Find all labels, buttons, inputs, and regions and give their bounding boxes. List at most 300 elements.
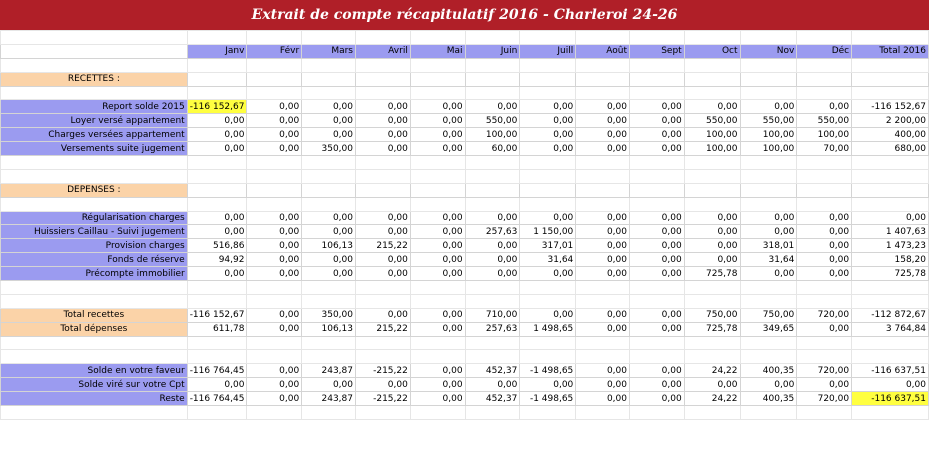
empty-cell[interactable] <box>852 197 929 211</box>
empty-cell[interactable] <box>740 72 797 86</box>
empty-cell[interactable] <box>852 336 929 350</box>
value-cell[interactable]: 0,00 <box>302 114 356 128</box>
empty-cell[interactable] <box>187 156 247 170</box>
value-cell[interactable]: 0,00 <box>410 322 465 336</box>
empty-cell[interactable] <box>247 156 302 170</box>
value-cell[interactable]: 550,00 <box>684 114 740 128</box>
value-cell[interactable]: 0,00 <box>302 267 356 281</box>
value-cell[interactable]: 0,00 <box>356 378 411 392</box>
empty-cell[interactable] <box>356 169 411 183</box>
value-cell[interactable]: 100,00 <box>684 128 740 142</box>
empty-cell[interactable] <box>302 58 356 72</box>
row-label[interactable]: Reste <box>1 392 188 406</box>
value-cell[interactable]: 0,00 <box>852 378 929 392</box>
value-cell[interactable]: 0,00 <box>247 211 302 225</box>
value-cell[interactable]: 0,00 <box>356 100 411 114</box>
empty-cell[interactable] <box>410 406 465 420</box>
empty-cell[interactable] <box>797 294 852 308</box>
empty-cell[interactable] <box>852 350 929 364</box>
value-cell[interactable]: 725,78 <box>684 322 740 336</box>
value-cell[interactable]: 0,00 <box>576 100 630 114</box>
empty-cell[interactable] <box>465 183 520 197</box>
empty-cell[interactable] <box>1 294 188 308</box>
empty-cell[interactable] <box>740 406 797 420</box>
empty-cell[interactable] <box>187 406 247 420</box>
month-header[interactable]: Avril <box>356 44 411 58</box>
value-cell[interactable]: 0,00 <box>630 142 685 156</box>
value-cell[interactable]: 1 473,23 <box>852 239 929 253</box>
empty-cell[interactable] <box>187 281 247 295</box>
empty-cell[interactable] <box>740 183 797 197</box>
empty-cell[interactable] <box>797 336 852 350</box>
value-cell[interactable]: 0,00 <box>302 225 356 239</box>
empty-cell[interactable] <box>187 183 247 197</box>
empty-cell[interactable] <box>465 31 520 45</box>
value-cell[interactable]: 350,00 <box>302 308 356 322</box>
value-cell[interactable]: 0,00 <box>247 100 302 114</box>
value-cell[interactable]: 0,00 <box>356 225 411 239</box>
value-cell[interactable]: 318,01 <box>740 239 797 253</box>
value-cell[interactable]: -1 498,65 <box>520 392 576 406</box>
empty-cell[interactable] <box>465 72 520 86</box>
empty-cell[interactable] <box>630 281 685 295</box>
empty-cell[interactable] <box>1 58 188 72</box>
empty-cell[interactable] <box>187 72 247 86</box>
value-cell[interactable]: 0,00 <box>630 128 685 142</box>
value-cell[interactable]: 0,00 <box>247 322 302 336</box>
empty-cell[interactable] <box>247 336 302 350</box>
empty-cell[interactable] <box>684 169 740 183</box>
empty-cell[interactable] <box>576 183 630 197</box>
empty-cell[interactable] <box>520 350 576 364</box>
empty-cell[interactable] <box>465 156 520 170</box>
empty-cell[interactable] <box>740 350 797 364</box>
value-cell[interactable]: 257,63 <box>465 322 520 336</box>
empty-cell[interactable] <box>465 336 520 350</box>
value-cell[interactable]: 0,00 <box>410 392 465 406</box>
empty-cell[interactable] <box>740 31 797 45</box>
empty-cell[interactable] <box>302 197 356 211</box>
value-cell[interactable]: 0,00 <box>684 378 740 392</box>
empty-cell[interactable] <box>356 406 411 420</box>
empty-cell[interactable] <box>740 294 797 308</box>
value-cell[interactable]: 0,00 <box>740 378 797 392</box>
empty-cell[interactable] <box>576 58 630 72</box>
empty-cell[interactable] <box>520 72 576 86</box>
empty-cell[interactable] <box>852 31 929 45</box>
value-cell[interactable]: 0,00 <box>630 114 685 128</box>
row-label[interactable]: Régularisation charges <box>1 211 188 225</box>
empty-cell[interactable] <box>410 58 465 72</box>
empty-cell[interactable] <box>247 31 302 45</box>
empty-cell[interactable] <box>410 350 465 364</box>
depenses-section-label[interactable]: DEPENSES : <box>1 183 188 197</box>
value-cell[interactable]: 720,00 <box>797 364 852 378</box>
empty-cell[interactable] <box>852 156 929 170</box>
value-cell[interactable]: 0,00 <box>684 253 740 267</box>
value-cell[interactable]: 100,00 <box>740 142 797 156</box>
value-cell[interactable]: 0,00 <box>520 211 576 225</box>
empty-cell[interactable] <box>302 406 356 420</box>
empty-cell[interactable] <box>630 31 685 45</box>
value-cell[interactable]: 0,00 <box>576 392 630 406</box>
value-cell[interactable]: 0,00 <box>187 142 247 156</box>
value-cell[interactable]: 750,00 <box>684 308 740 322</box>
empty-cell[interactable] <box>797 406 852 420</box>
value-cell[interactable]: 0,00 <box>410 100 465 114</box>
month-header[interactable]: Total 2016 <box>852 44 929 58</box>
empty-cell[interactable] <box>410 86 465 100</box>
value-cell[interactable]: 94,92 <box>187 253 247 267</box>
empty-cell[interactable] <box>356 281 411 295</box>
value-cell[interactable]: 2 200,00 <box>852 114 929 128</box>
empty-cell[interactable] <box>187 31 247 45</box>
value-cell[interactable]: 611,78 <box>187 322 247 336</box>
value-cell[interactable]: 24,22 <box>684 392 740 406</box>
empty-cell[interactable] <box>302 86 356 100</box>
value-cell[interactable]: 31,64 <box>740 253 797 267</box>
empty-cell[interactable] <box>630 336 685 350</box>
empty-cell[interactable] <box>520 294 576 308</box>
empty-cell[interactable] <box>302 31 356 45</box>
empty-cell[interactable] <box>684 406 740 420</box>
value-cell[interactable]: 0,00 <box>356 211 411 225</box>
value-cell[interactable]: 750,00 <box>740 308 797 322</box>
empty-cell[interactable] <box>630 86 685 100</box>
value-cell[interactable]: 0,00 <box>356 253 411 267</box>
value-cell[interactable]: 0,00 <box>576 253 630 267</box>
empty-cell[interactable] <box>465 58 520 72</box>
value-cell[interactable]: 0,00 <box>520 114 576 128</box>
value-cell[interactable]: 0,00 <box>356 114 411 128</box>
row-label[interactable]: Solde en votre faveur <box>1 364 188 378</box>
empty-cell[interactable] <box>797 58 852 72</box>
recettes-section-label[interactable]: RECETTES : <box>1 72 188 86</box>
value-cell[interactable]: 0,00 <box>302 128 356 142</box>
value-cell[interactable]: 0,00 <box>187 267 247 281</box>
empty-cell[interactable] <box>684 350 740 364</box>
empty-cell[interactable] <box>576 294 630 308</box>
row-label[interactable]: Fonds de réserve <box>1 253 188 267</box>
row-label[interactable]: Provision charges <box>1 239 188 253</box>
value-cell[interactable]: 0,00 <box>247 128 302 142</box>
empty-cell[interactable] <box>1 31 188 45</box>
value-cell[interactable]: 0,00 <box>410 378 465 392</box>
value-cell[interactable]: 0,00 <box>356 267 411 281</box>
empty-cell[interactable] <box>356 72 411 86</box>
month-header[interactable]: Oct <box>684 44 740 58</box>
value-cell[interactable]: 1 407,63 <box>852 225 929 239</box>
value-cell[interactable]: -116 152,67 <box>852 100 929 114</box>
empty-cell[interactable] <box>852 406 929 420</box>
value-cell[interactable]: -116 764,45 <box>187 364 247 378</box>
value-cell[interactable]: 400,35 <box>740 392 797 406</box>
value-cell[interactable]: 0,00 <box>247 267 302 281</box>
empty-cell[interactable] <box>852 86 929 100</box>
value-cell[interactable]: 0,00 <box>630 392 685 406</box>
empty-cell[interactable] <box>302 156 356 170</box>
value-cell[interactable]: 0,00 <box>520 308 576 322</box>
value-cell[interactable]: 0,00 <box>410 142 465 156</box>
empty-cell[interactable] <box>465 281 520 295</box>
empty-cell[interactable] <box>247 183 302 197</box>
empty-cell[interactable] <box>797 169 852 183</box>
value-cell[interactable]: 31,64 <box>520 253 576 267</box>
value-cell[interactable]: 350,00 <box>302 142 356 156</box>
empty-cell[interactable] <box>187 197 247 211</box>
value-cell[interactable]: 0,00 <box>576 211 630 225</box>
empty-cell[interactable] <box>576 197 630 211</box>
empty-cell[interactable] <box>1 197 188 211</box>
value-cell[interactable]: 0,00 <box>630 364 685 378</box>
value-cell[interactable]: -1 498,65 <box>520 364 576 378</box>
empty-cell[interactable] <box>520 406 576 420</box>
value-cell[interactable]: 400,35 <box>740 364 797 378</box>
value-cell[interactable]: 60,00 <box>465 142 520 156</box>
value-cell[interactable]: -116 152,67 <box>187 100 247 114</box>
month-header[interactable]: Mars <box>302 44 356 58</box>
value-cell[interactable]: 0,00 <box>410 364 465 378</box>
corner-cell[interactable] <box>1 44 188 58</box>
empty-cell[interactable] <box>797 31 852 45</box>
value-cell[interactable]: 0,00 <box>520 378 576 392</box>
empty-cell[interactable] <box>1 336 188 350</box>
empty-cell[interactable] <box>630 156 685 170</box>
empty-cell[interactable] <box>576 31 630 45</box>
empty-cell[interactable] <box>520 281 576 295</box>
empty-cell[interactable] <box>740 58 797 72</box>
empty-cell[interactable] <box>302 281 356 295</box>
value-cell[interactable]: 0,00 <box>247 308 302 322</box>
value-cell[interactable]: 0,00 <box>630 253 685 267</box>
empty-cell[interactable] <box>356 183 411 197</box>
value-cell[interactable]: 0,00 <box>797 211 852 225</box>
value-cell[interactable]: 0,00 <box>797 239 852 253</box>
value-cell[interactable]: 0,00 <box>740 225 797 239</box>
value-cell[interactable]: -215,22 <box>356 392 411 406</box>
empty-cell[interactable] <box>302 169 356 183</box>
empty-cell[interactable] <box>520 169 576 183</box>
value-cell[interactable]: 100,00 <box>684 142 740 156</box>
value-cell[interactable]: 0,00 <box>797 225 852 239</box>
empty-cell[interactable] <box>1 156 188 170</box>
value-cell[interactable]: 0,00 <box>410 308 465 322</box>
value-cell[interactable]: -116 152,67 <box>187 308 247 322</box>
empty-cell[interactable] <box>684 156 740 170</box>
value-cell[interactable]: 0,00 <box>410 128 465 142</box>
empty-cell[interactable] <box>1 169 188 183</box>
empty-cell[interactable] <box>187 86 247 100</box>
value-cell[interactable]: 0,00 <box>852 211 929 225</box>
empty-cell[interactable] <box>302 294 356 308</box>
empty-cell[interactable] <box>356 294 411 308</box>
empty-cell[interactable] <box>356 86 411 100</box>
value-cell[interactable]: 3 764,84 <box>852 322 929 336</box>
row-label[interactable]: Report solde 2015 <box>1 100 188 114</box>
value-cell[interactable]: 243,87 <box>302 392 356 406</box>
value-cell[interactable]: 0,00 <box>740 267 797 281</box>
empty-cell[interactable] <box>520 336 576 350</box>
empty-cell[interactable] <box>465 86 520 100</box>
value-cell[interactable]: 550,00 <box>465 114 520 128</box>
empty-cell[interactable] <box>630 58 685 72</box>
value-cell[interactable]: 1 498,65 <box>520 322 576 336</box>
empty-cell[interactable] <box>740 156 797 170</box>
value-cell[interactable]: 720,00 <box>797 308 852 322</box>
value-cell[interactable]: 0,00 <box>520 267 576 281</box>
value-cell[interactable]: 0,00 <box>247 378 302 392</box>
empty-cell[interactable] <box>520 86 576 100</box>
empty-cell[interactable] <box>852 58 929 72</box>
empty-cell[interactable] <box>302 183 356 197</box>
empty-cell[interactable] <box>356 58 411 72</box>
value-cell[interactable]: 0,00 <box>187 225 247 239</box>
value-cell[interactable]: 720,00 <box>797 392 852 406</box>
value-cell[interactable]: 0,00 <box>247 253 302 267</box>
empty-cell[interactable] <box>576 156 630 170</box>
empty-cell[interactable] <box>247 406 302 420</box>
empty-cell[interactable] <box>520 183 576 197</box>
empty-cell[interactable] <box>247 58 302 72</box>
empty-cell[interactable] <box>576 406 630 420</box>
value-cell[interactable]: 0,00 <box>247 114 302 128</box>
empty-cell[interactable] <box>247 281 302 295</box>
value-cell[interactable]: 0,00 <box>797 322 852 336</box>
empty-cell[interactable] <box>247 86 302 100</box>
value-cell[interactable]: 1 150,00 <box>520 225 576 239</box>
empty-cell[interactable] <box>740 281 797 295</box>
value-cell[interactable]: 0,00 <box>410 267 465 281</box>
value-cell[interactable]: 106,13 <box>302 322 356 336</box>
value-cell[interactable]: 680,00 <box>852 142 929 156</box>
row-label[interactable]: Loyer versé appartement <box>1 114 188 128</box>
value-cell[interactable]: -116 637,51 <box>852 364 929 378</box>
value-cell[interactable]: 0,00 <box>630 267 685 281</box>
value-cell[interactable]: 0,00 <box>576 378 630 392</box>
empty-cell[interactable] <box>630 169 685 183</box>
empty-cell[interactable] <box>630 406 685 420</box>
value-cell[interactable]: 349,65 <box>740 322 797 336</box>
empty-cell[interactable] <box>684 72 740 86</box>
empty-cell[interactable] <box>630 72 685 86</box>
empty-cell[interactable] <box>465 406 520 420</box>
value-cell[interactable]: 0,00 <box>247 239 302 253</box>
value-cell[interactable]: 0,00 <box>247 142 302 156</box>
value-cell[interactable]: 0,00 <box>356 308 411 322</box>
empty-cell[interactable] <box>465 169 520 183</box>
empty-cell[interactable] <box>684 197 740 211</box>
value-cell[interactable]: 0,00 <box>740 211 797 225</box>
empty-cell[interactable] <box>187 58 247 72</box>
empty-cell[interactable] <box>410 156 465 170</box>
empty-cell[interactable] <box>740 336 797 350</box>
value-cell[interactable]: 24,22 <box>684 364 740 378</box>
value-cell[interactable]: 0,00 <box>247 225 302 239</box>
empty-cell[interactable] <box>576 72 630 86</box>
empty-cell[interactable] <box>356 31 411 45</box>
month-header[interactable]: Août <box>576 44 630 58</box>
empty-cell[interactable] <box>302 72 356 86</box>
value-cell[interactable]: 0,00 <box>576 308 630 322</box>
row-label[interactable]: Précompte immobilier <box>1 267 188 281</box>
value-cell[interactable]: 550,00 <box>797 114 852 128</box>
value-cell[interactable]: 0,00 <box>465 100 520 114</box>
empty-cell[interactable] <box>187 294 247 308</box>
empty-cell[interactable] <box>630 294 685 308</box>
month-header[interactable]: Janv <box>187 44 247 58</box>
value-cell[interactable]: 70,00 <box>797 142 852 156</box>
value-cell[interactable]: 452,37 <box>465 392 520 406</box>
empty-cell[interactable] <box>576 336 630 350</box>
value-cell[interactable]: 0,00 <box>630 239 685 253</box>
empty-cell[interactable] <box>410 336 465 350</box>
empty-cell[interactable] <box>852 169 929 183</box>
value-cell[interactable]: 0,00 <box>410 211 465 225</box>
value-cell[interactable]: 0,00 <box>410 114 465 128</box>
value-cell[interactable]: 0,00 <box>797 378 852 392</box>
empty-cell[interactable] <box>356 156 411 170</box>
value-cell[interactable]: 100,00 <box>740 128 797 142</box>
value-cell[interactable]: 0,00 <box>410 225 465 239</box>
empty-cell[interactable] <box>356 350 411 364</box>
value-cell[interactable]: -215,22 <box>356 364 411 378</box>
row-label[interactable]: Huissiers Caillau - Suivi jugement <box>1 225 188 239</box>
empty-cell[interactable] <box>852 281 929 295</box>
value-cell[interactable]: 215,22 <box>356 322 411 336</box>
value-cell[interactable]: 0,00 <box>410 239 465 253</box>
value-cell[interactable]: 0,00 <box>465 239 520 253</box>
empty-cell[interactable] <box>356 336 411 350</box>
value-cell[interactable]: 0,00 <box>247 364 302 378</box>
value-cell[interactable]: 317,01 <box>520 239 576 253</box>
value-cell[interactable]: 0,00 <box>740 100 797 114</box>
value-cell[interactable]: 0,00 <box>410 253 465 267</box>
value-cell[interactable]: 106,13 <box>302 239 356 253</box>
value-cell[interactable]: 0,00 <box>187 378 247 392</box>
value-cell[interactable]: 0,00 <box>576 267 630 281</box>
empty-cell[interactable] <box>797 197 852 211</box>
value-cell[interactable]: 0,00 <box>684 225 740 239</box>
value-cell[interactable]: 0,00 <box>576 128 630 142</box>
value-cell[interactable]: 0,00 <box>576 142 630 156</box>
value-cell[interactable]: 0,00 <box>520 100 576 114</box>
empty-cell[interactable] <box>576 86 630 100</box>
value-cell[interactable]: 0,00 <box>187 211 247 225</box>
empty-cell[interactable] <box>410 294 465 308</box>
value-cell[interactable]: 725,78 <box>684 267 740 281</box>
empty-cell[interactable] <box>797 183 852 197</box>
value-cell[interactable]: 257,63 <box>465 225 520 239</box>
empty-cell[interactable] <box>465 350 520 364</box>
empty-cell[interactable] <box>684 281 740 295</box>
value-cell[interactable]: 0,00 <box>302 378 356 392</box>
empty-cell[interactable] <box>410 31 465 45</box>
month-header[interactable]: Juill <box>520 44 576 58</box>
value-cell[interactable]: 0,00 <box>630 322 685 336</box>
value-cell[interactable]: 0,00 <box>576 225 630 239</box>
empty-cell[interactable] <box>410 197 465 211</box>
value-cell[interactable]: 100,00 <box>797 128 852 142</box>
value-cell[interactable]: 0,00 <box>797 253 852 267</box>
empty-cell[interactable] <box>465 294 520 308</box>
empty-cell[interactable] <box>740 86 797 100</box>
empty-cell[interactable] <box>797 156 852 170</box>
empty-cell[interactable] <box>684 294 740 308</box>
empty-cell[interactable] <box>797 350 852 364</box>
value-cell[interactable]: 0,00 <box>576 114 630 128</box>
month-header[interactable]: Juin <box>465 44 520 58</box>
row-label[interactable]: Total recettes <box>1 308 188 322</box>
